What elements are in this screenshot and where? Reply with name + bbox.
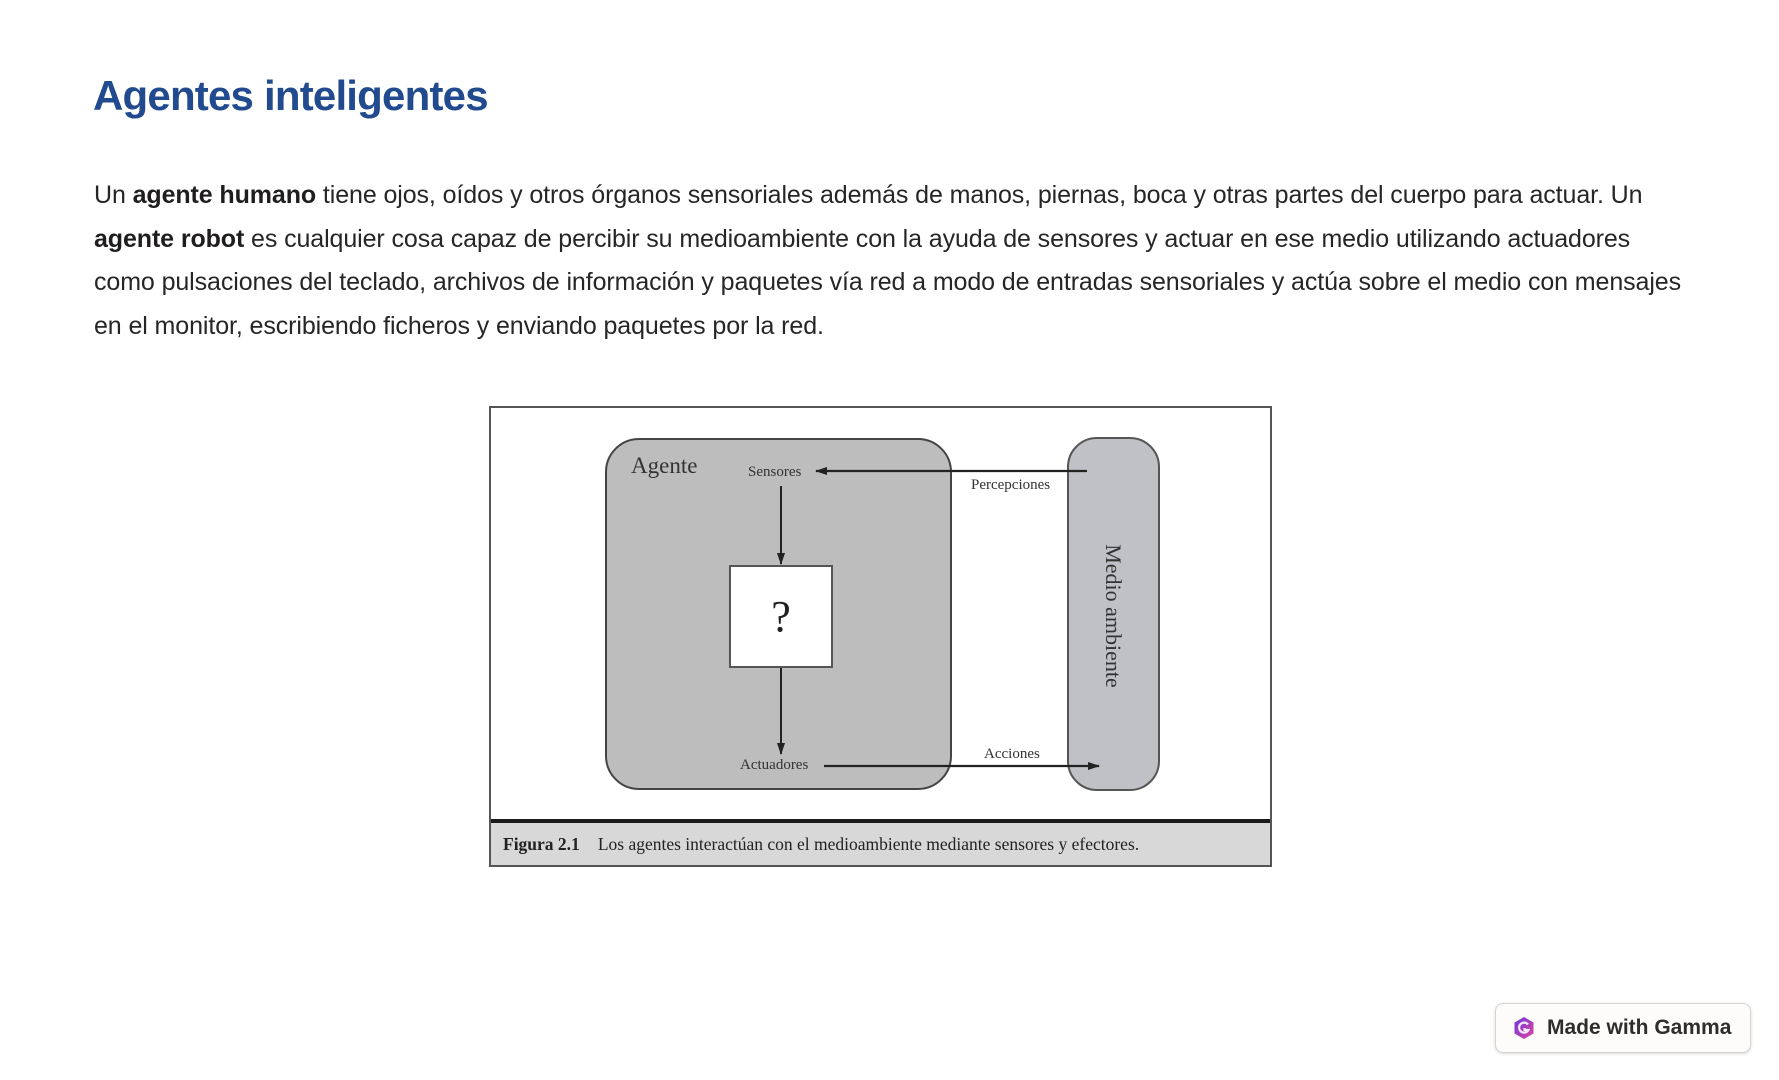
bold-term-human-agent: agente humano bbox=[132, 181, 317, 209]
bold-term-robot-agent: agente robot bbox=[94, 224, 245, 253]
question-mark: ? bbox=[771, 592, 791, 641]
actions-label: Acciones bbox=[984, 746, 1040, 762]
sensors-label: Sensores bbox=[748, 464, 802, 480]
gamma-logo-icon bbox=[1513, 1016, 1535, 1040]
badge-label: Made with Gamma bbox=[1547, 1016, 1732, 1039]
agent-label: Agente bbox=[631, 453, 698, 478]
figure-number: Figura 2.1 bbox=[503, 834, 580, 854]
intro-paragraph bbox=[94, 174, 1694, 348]
agent-environment-figure bbox=[489, 406, 1272, 867]
diagram-arrows bbox=[491, 408, 1270, 821]
made-with-gamma-button[interactable] bbox=[1495, 1003, 1751, 1053]
diagram-canvas bbox=[491, 408, 1270, 821]
actuators-label: Actuadores bbox=[740, 757, 809, 773]
page-title: Agentes inteligentes bbox=[93, 72, 488, 119]
paragraph-text: Un bbox=[94, 181, 133, 209]
environment-label: Medio ambiente bbox=[1101, 544, 1126, 688]
paragraph-text: tiene ojos, oídos y otros órganos sensoriales además de manos, piernas, boca y otras partes del cuerpo para actuar. Un bbox=[316, 181, 1643, 209]
figure-caption bbox=[491, 819, 1270, 865]
caption-text: Los agentes interactúan con el medioambiente mediante sensores y efectores. bbox=[597, 834, 1140, 854]
perceptions-label: Percepciones bbox=[971, 477, 1051, 493]
paragraph-text: es cualquier cosa capaz de percibir su medioambiente con la ayuda de sensores y actuar en ese medio utilizando actuadores como pulsaciones del teclado, archivos de información y paquetes vía red a modo de entradas sensoriales y actúa sobre el medio con mensajes en el monitor, escribiendo ficheros y enviando paquetes por la red. bbox=[94, 224, 1682, 340]
